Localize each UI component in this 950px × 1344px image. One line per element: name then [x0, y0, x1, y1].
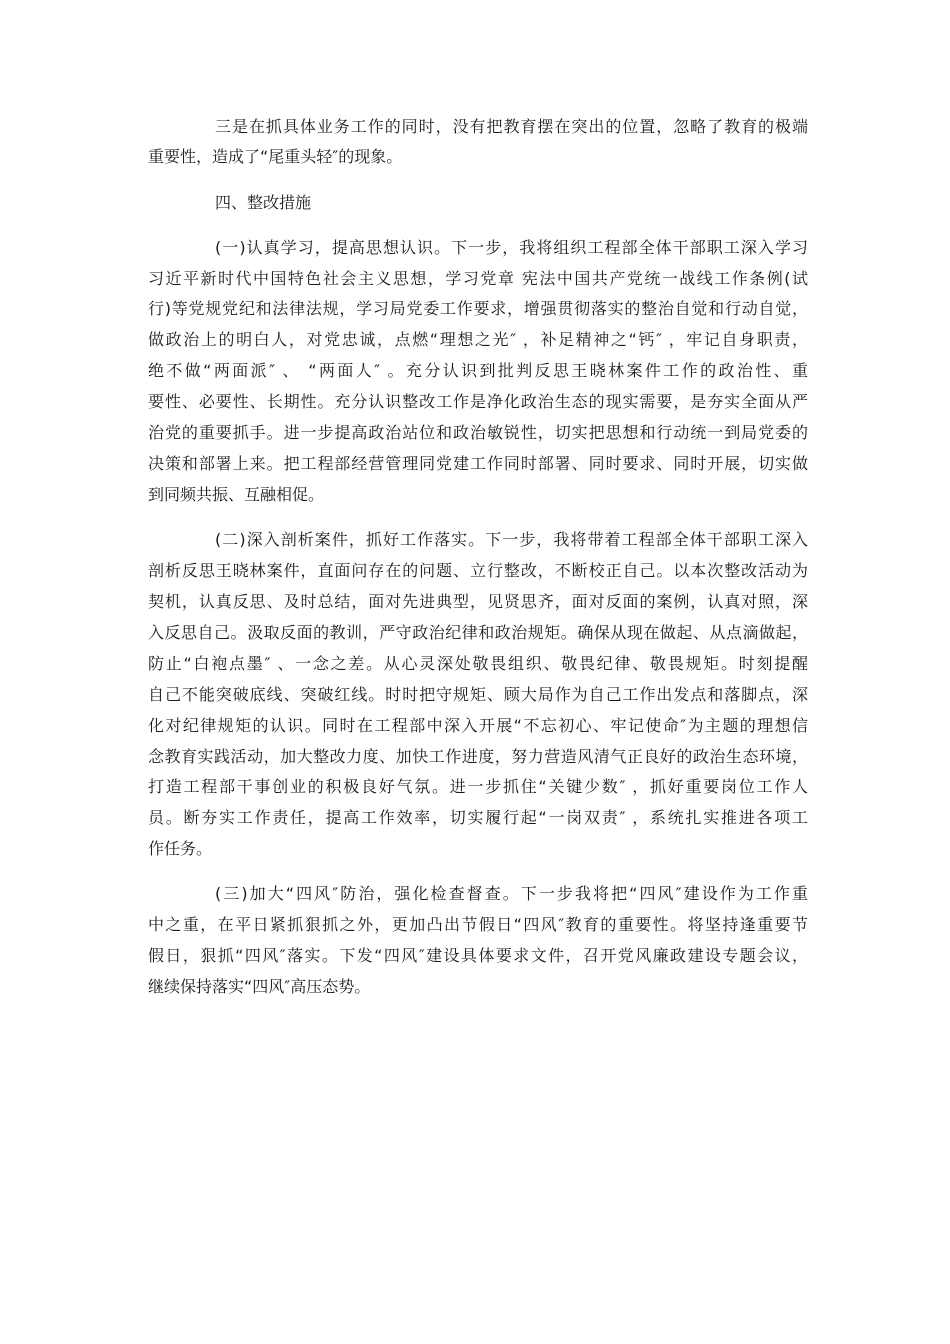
- text-line: 做政治上的明白人，对党忠诚，点燃“理想之光″ ，补足精神之“钙″ ，牢记自身职责，: [148, 330, 808, 349]
- text-line: 要性、必要性、长期性。充分认识整改工作是净化政治生态的现实需要，是夯实全面从严: [148, 392, 808, 411]
- text-line: 契机，认真反思、及时总结，面对先进典型，见贤思齐，面对反面的案例，认真对照，深: [148, 592, 808, 611]
- text-line: 假日，狠抓“四风″落实。下发“四风″建设具体要求文件，召开党风廉政建设专题会议，: [148, 946, 808, 965]
- text-line: 打造工程部干事创业的积极良好气氛。进一步抓住“关键少数″ ，抓好重要岗位工作人: [148, 777, 808, 796]
- section-heading: 四、整改措施: [215, 193, 312, 212]
- text-line: 入反思自己。汲取反面的教训，严守政治纪律和政治规矩。确保从现在做起、从点滴做起，: [148, 623, 808, 642]
- text-line: 决策和部署上来。把工程部经营管理同党建工作同时部署、同时要求、同时开展，切实做: [148, 454, 808, 473]
- text-line: 到同频共振、互融相促。: [148, 485, 325, 504]
- text-line: 念教育实践活动，加大整改力度、加快工作进度，努力营造风清气正良好的政治生态环境，: [148, 747, 808, 766]
- text-line: 自己不能突破底线、突破红线。时时把守规矩、顾大局作为自己工作出发点和落脚点，深: [148, 685, 808, 704]
- text-line: 作任务。: [148, 839, 213, 858]
- text-line: 绝不做“两面派″ 、 “两面人″ 。充分认识到批判反思王晓林案件工作的政治性、重: [148, 361, 808, 380]
- text-line: 剖析反思王晓林案件，直面问存在的问题、立行整改，不断校正自己。以本次整改活动为: [148, 561, 808, 580]
- text-line: (一)认真学习，提高思想认识。下一步，我将组织工程部全体干部职工深入学习: [215, 238, 808, 257]
- text-line: 防止“白袍点墨″ 、一念之差。从心灵深处敬畏组织、敬畏纪律、敬畏规矩。时刻提醒: [148, 654, 808, 673]
- text-line: 治党的重要抓手。进一步提高政治站位和政治敏锐性，切实把思想和行动统一到局党委的: [148, 423, 808, 442]
- text-line: 化对纪律规矩的认识。同时在工程部中深入开展“不忘初心、牢记使命″为主题的理想信: [148, 716, 808, 735]
- text-line: 行)等党规党纪和法律法规，学习局党委工作要求，增强贯彻落实的整治自觉和行动自觉，: [148, 299, 808, 318]
- text-line: 三是在抓具体业务工作的同时，没有把教育摆在突出的位置，忽略了教育的极端: [215, 117, 808, 136]
- text-line: 重要性，造成了“尾重头轻″的现象。: [148, 147, 403, 166]
- text-line: 继续保持落实“四风″高压态势。: [148, 977, 371, 996]
- text-line: (二)深入剖析案件，抓好工作落实。下一步，我将带着工程部全体干部职工深入: [215, 530, 808, 549]
- text-line: 中之重，在平日紧抓狠抓之外，更加凸出节假日“四风″教育的重要性。将坚持逢重要节: [148, 915, 808, 934]
- text-line: 习近平新时代中国特色社会主义思想，学习党章 宪法中国共产党统一战线工作条例(试: [148, 269, 808, 288]
- text-line: (三)加大“四风″防治，强化检查督查。下一步我将把“四风″建设作为工作重: [215, 884, 808, 903]
- text-line: 员。断夯实工作责任，提高工作效率，切实履行起“一岗双责″ ，系统扎实推进各项工: [148, 808, 808, 827]
